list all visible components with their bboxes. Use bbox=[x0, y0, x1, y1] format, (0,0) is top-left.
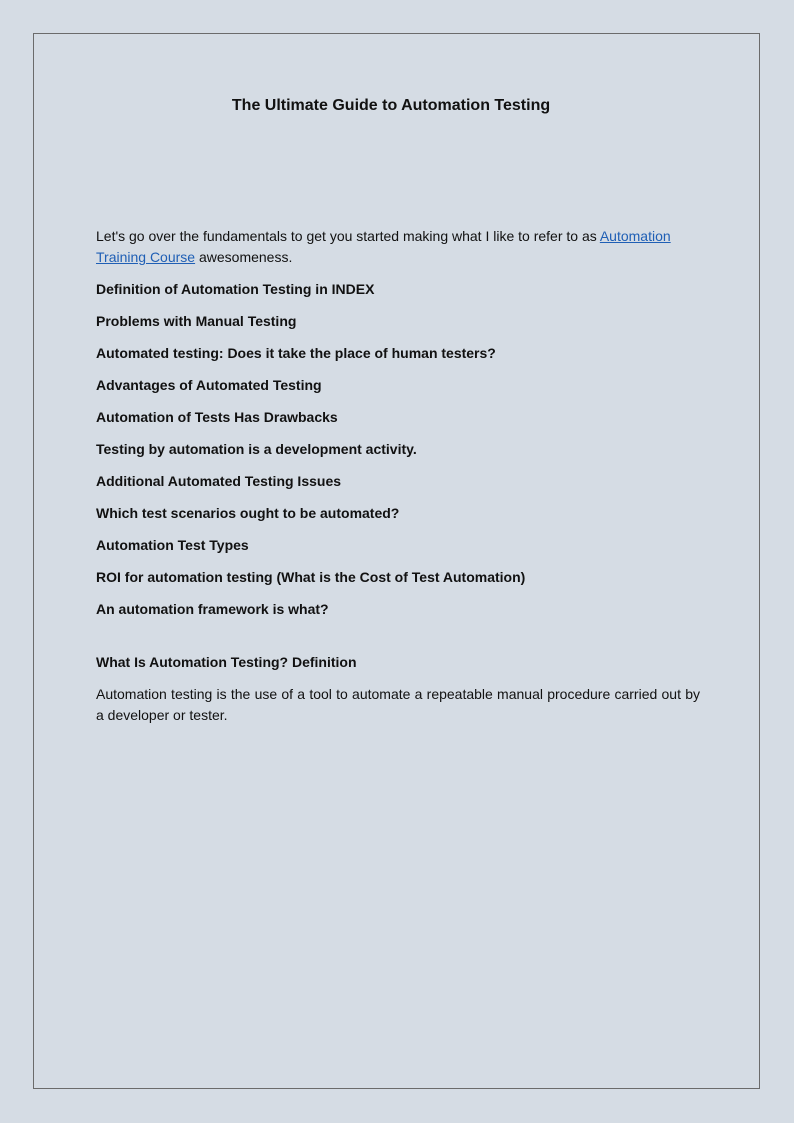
toc-item: Which test scenarios ought to be automated? bbox=[96, 505, 400, 521]
section-heading: What Is Automation Testing? Definition bbox=[96, 654, 357, 670]
table-of-contents bbox=[96, 279, 700, 620]
toc-item: An automation framework is what? bbox=[96, 601, 329, 617]
intro-text-after: awesomeness. bbox=[195, 249, 293, 265]
toc-item: Problems with Manual Testing bbox=[96, 313, 297, 329]
toc-item: Automated testing: Does it take the place of human testers? bbox=[96, 345, 496, 361]
document-title: The Ultimate Guide to Automation Testing bbox=[231, 97, 551, 114]
intro-paragraph bbox=[96, 226, 700, 268]
toc-item: Testing by automation is a development activity. bbox=[96, 441, 417, 457]
document-body bbox=[96, 226, 700, 726]
definition-paragraph: Automation testing is the use of a tool to automate a repeatable manual procedure carried out by a developer or tester. bbox=[96, 686, 700, 723]
toc-item: Automation Test Types bbox=[96, 537, 249, 553]
toc-item: Additional Automated Testing Issues bbox=[96, 473, 342, 489]
toc-item: Advantages of Automated Testing bbox=[96, 377, 322, 393]
intro-text-before: Let's go over the fundamentals to get you started making what I like to refer to as bbox=[96, 228, 600, 244]
toc-item: Definition of Automation Testing in INDEX bbox=[96, 281, 375, 297]
automation-training-course-link[interactable]: Automation Training Course bbox=[96, 228, 671, 265]
toc-item: ROI for automation testing (What is the Cost of Test Automation) bbox=[96, 569, 526, 585]
toc-item: Automation of Tests Has Drawbacks bbox=[96, 409, 338, 425]
